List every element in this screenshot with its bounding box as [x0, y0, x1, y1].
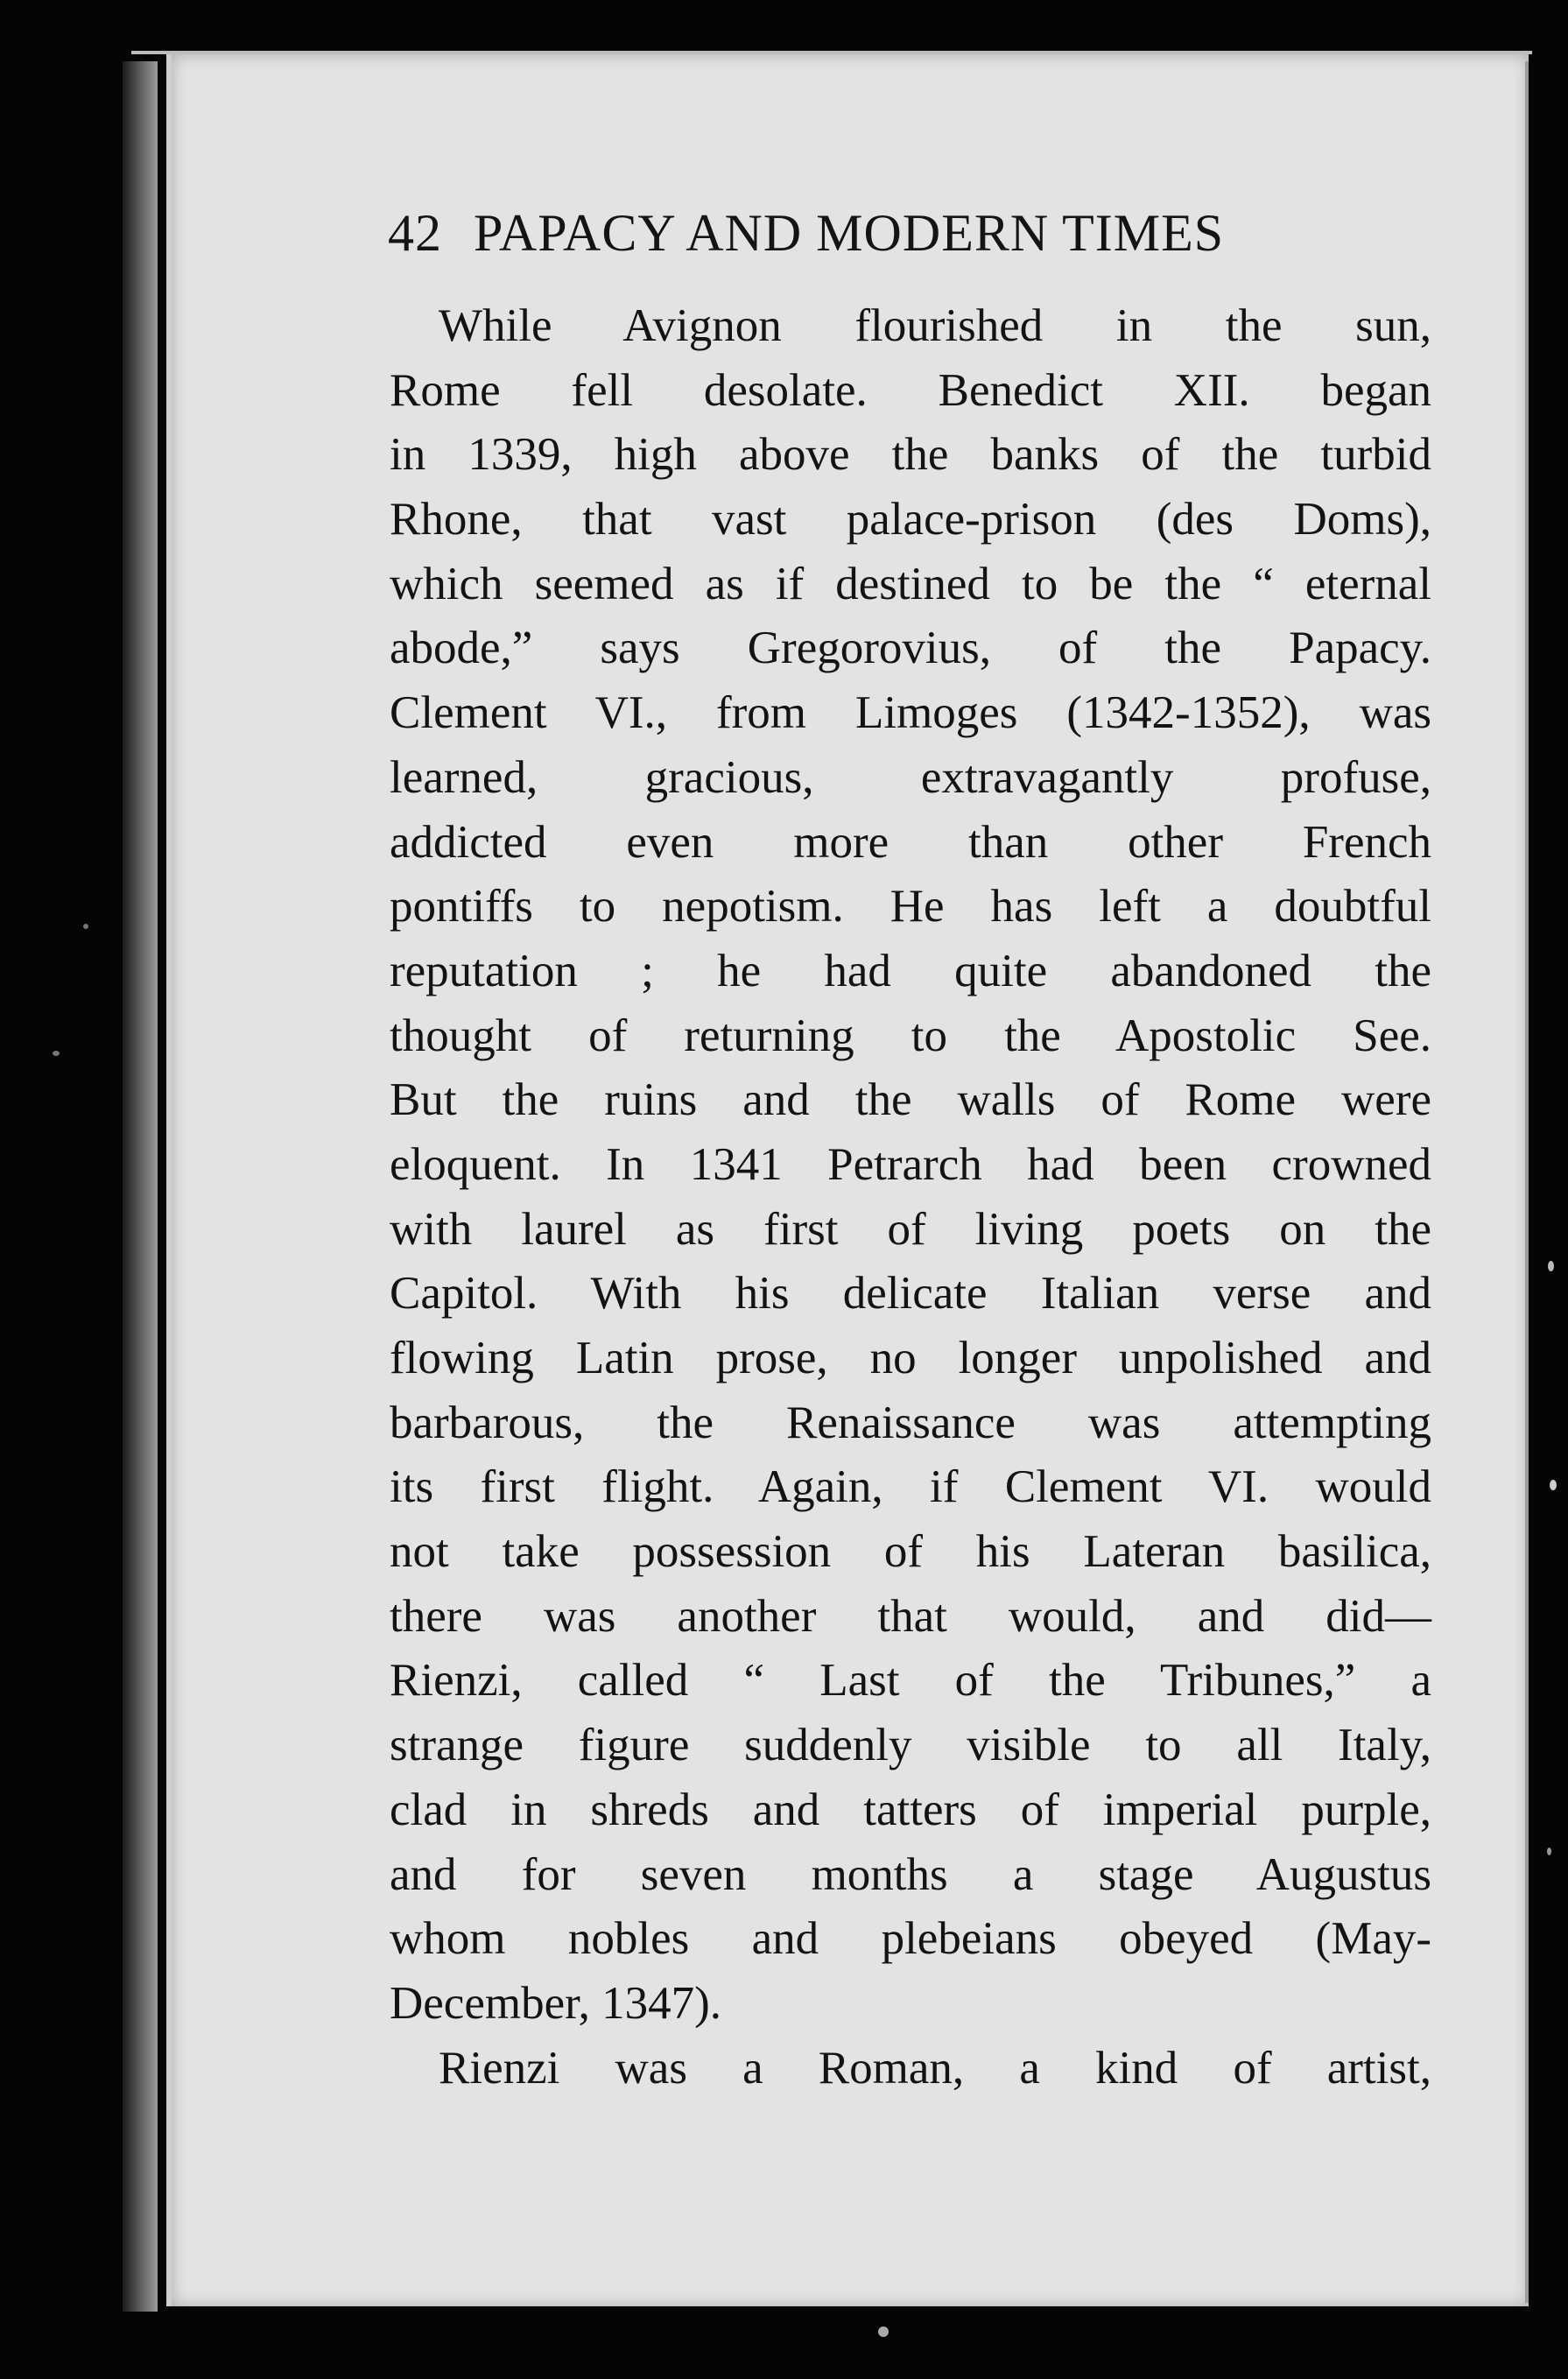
text-line: its first flight. Again, if Clement VI. would: [390, 1461, 1431, 1513]
text-line: strange figure suddenly visible to all Italy,: [390, 1720, 1431, 1771]
text-line: addicted even more than other French: [390, 816, 1431, 868]
text-line: Rhone, that vast palace-prison (des Doms),: [390, 494, 1431, 545]
scan-speck: [53, 1051, 60, 1056]
page-number: 42: [388, 204, 442, 262]
text-line: Clement VI., from Limoges (1342-1352), was: [390, 687, 1431, 739]
body-text: [390, 294, 1431, 2101]
text-line: thought of returning to the Apostolic See.: [390, 1010, 1431, 1061]
text-line: whom nobles and plebeians obeyed (May-: [390, 1913, 1431, 1965]
text-line: learned, gracious, extravagantly profuse,: [390, 751, 1431, 803]
page-gutter-shadow: [123, 61, 158, 2312]
scan-speck: [1548, 1261, 1554, 1271]
text-line: pontiffs to nepotism. He has left a doubtful: [390, 881, 1431, 933]
text-line: Rome fell desolate. Benedict XII. began: [390, 364, 1431, 416]
text-line: flowing Latin prose, no longer unpolished and: [390, 1333, 1431, 1383]
text-line: abode,” says Gregorovius, of the Papacy.: [390, 623, 1431, 674]
scan-speck: [1547, 1848, 1551, 1855]
text-line: Rienzi was a Roman, a kind of artist,: [439, 2042, 1431, 2094]
text-line: eloquent. In 1341 Petrarch had been crowned: [390, 1138, 1431, 1190]
text-line: But the ruins and the walls of Rome were: [390, 1074, 1431, 1126]
text-line: barbarous, the Renaissance was attempting: [390, 1397, 1431, 1448]
text-line: with laurel as first of living poets on the: [390, 1203, 1431, 1255]
running-head: [388, 200, 1430, 266]
scan-speck: [83, 924, 88, 929]
text-line: Rienzi, called “ Last of the Tribunes,” a: [390, 1655, 1431, 1707]
scan-speck: [878, 2326, 889, 2337]
text-line: Capitol. With his delicate Italian verse and: [390, 1268, 1431, 1320]
text-line: reputation ; he had quite abandoned the: [390, 945, 1431, 996]
running-title: PAPACY AND MODERN TIMES: [474, 204, 1225, 262]
text-line: there was another that would, and did—: [390, 1590, 1431, 1642]
text-line: December, 1347).: [390, 1977, 722, 2029]
text-line: and for seven months a stage Augustus: [390, 1848, 1431, 1900]
text-line: in 1339, high above the banks of the turbid: [390, 429, 1431, 481]
scan-speck: [1550, 1480, 1557, 1490]
text-line: clad in shreds and tatters of imperial purple,: [390, 1784, 1431, 1835]
text-line: which seemed as if destined to be the “ eternal: [390, 558, 1431, 609]
text-line: While Avignon flourished in the sun,: [439, 300, 1431, 351]
page-right-edge: [1525, 61, 1529, 2303]
text-line: not take possession of his Lateran basilica,: [390, 1526, 1431, 1578]
